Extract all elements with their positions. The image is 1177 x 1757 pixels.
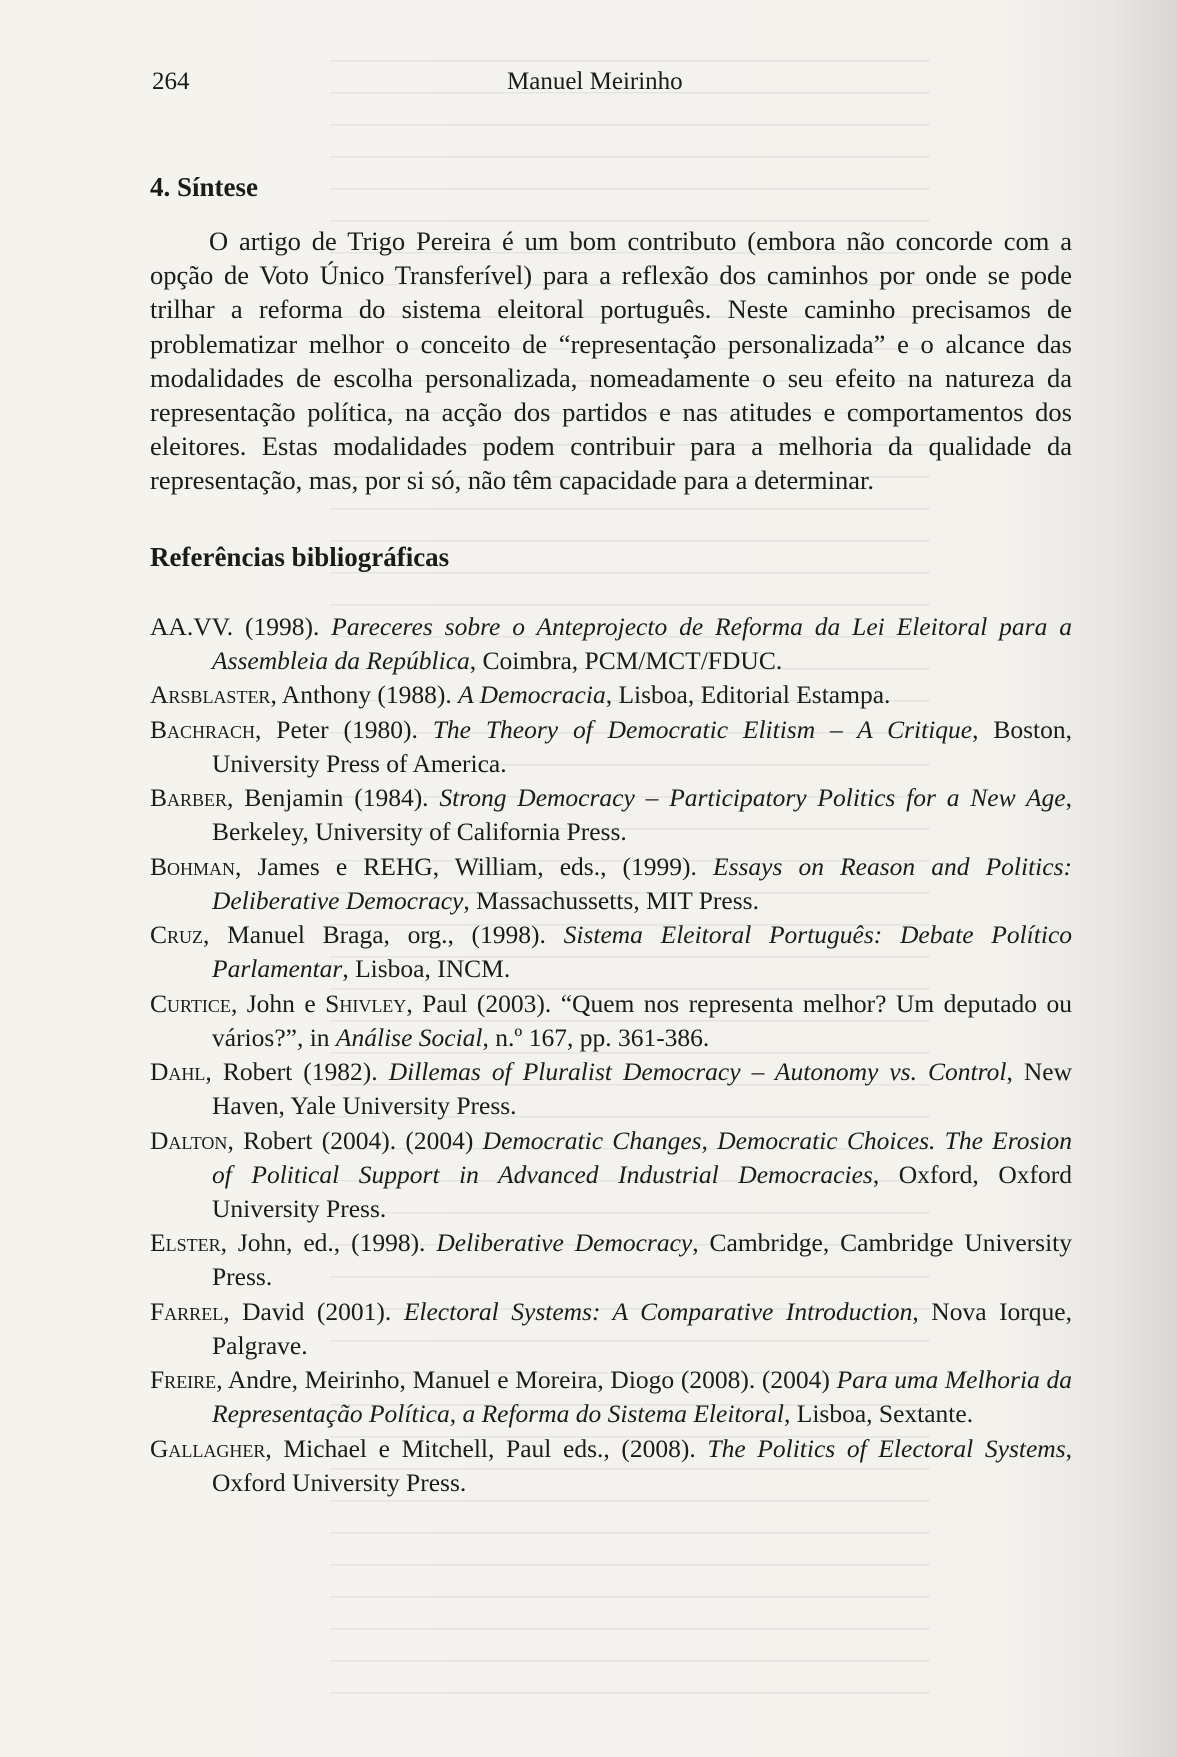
reference-item: Cruz, Manuel Braga, org., (1998). Sistema Eleitoral Português: Debate Político Parlamentar, Lisboa, INCM. <box>150 920 1073 984</box>
reference-title: Análise Social <box>335 1022 483 1052</box>
references-list <box>150 610 1072 1500</box>
reference-author: Dalton <box>150 1125 228 1155</box>
body-paragraph: O artigo de Trigo Pereira é um bom contributo (embora não concorde com a opção de Voto Único Transferível) para a reflexão dos caminhos por onde se pode trilhar a reforma do sistema eleitoral português. Neste caminho precisamos de problematizar melhor o conceito de “representação personalizada” e o alcance das modalidades de escolha personalizada, nomeadamente o seu efeito na natureza da representação política, na acção dos partidos e nas atitudes e comportamentos dos eleitores. Estas modalidades podem contribuir para a melhoria da qualidade da representação, mas, por si só, não têm capacidade para a determinar. <box>150 226 1072 496</box>
reference-author: Cruz <box>150 920 204 950</box>
reference-item: Arsblaster, Anthony (1988). A Democracia, Lisboa, Editorial Estampa. <box>150 680 891 710</box>
reference-author: AA.VV. <box>150 611 234 641</box>
references-title: Referências bibliográficas <box>150 541 450 572</box>
reference-author: Gallagher <box>150 1433 266 1463</box>
running-head <box>152 68 1072 102</box>
reference-item: Dahl, Robert (1982). Dillemas of Pluralist Democracy – Autonomy vs. Control, New Haven, Yale University Press. <box>150 1057 1073 1121</box>
reference-author: Dahl <box>150 1057 206 1087</box>
reference-title: Sistema Eleitoral Português: Debate Político Parlamentar <box>212 920 1073 984</box>
reference-author: Bachrach <box>150 714 256 744</box>
reference-item: Farrel, David (2001). Electoral Systems: A Comparative Introduction, Nova Iorque, Palgrave. <box>150 1296 1072 1360</box>
reference-title: The Theory of Democratic Elitism – A Critique <box>432 714 973 744</box>
reference-author: Bohman <box>150 851 236 881</box>
section-title: 4. Síntese <box>150 172 258 202</box>
reference-item: AA.VV. (1998). Pareceres sobre o Anteprojecto de Reforma da Lei Eleitoral para a Assembleia da República, Coimbra, PCM/MCT/FDUC. <box>150 611 1072 675</box>
reference-author: Farrel <box>150 1296 224 1326</box>
running-head-author: Manuel Meirinho <box>507 68 683 95</box>
reference-author: Freire <box>150 1365 217 1395</box>
page-content <box>150 170 1072 1500</box>
reference-author: Elster <box>150 1228 221 1258</box>
reference-author: Barber <box>150 783 228 813</box>
reference-item: Curtice, John e Shivley, Paul (2003). “Quem nos representa melhor? Um deputado ou vários?”, in Análise Social, n.º 167, pp. 361-386. <box>150 988 1072 1052</box>
reference-title: Electoral Systems: A Comparative Introduction <box>403 1296 913 1326</box>
reference-coauthor: Shivley <box>325 988 407 1018</box>
reference-title: The Politics of Electoral Systems <box>707 1433 1066 1463</box>
reference-item: Barber, Benjamin (1984). Strong Democracy – Participatory Politics for a New Age, Berkeley, University of California Press. <box>150 783 1073 847</box>
reference-item: Bachrach, Peter (1980). The Theory of Democratic Elitism – A Critique, Boston, University Press of America. <box>150 714 1072 778</box>
reference-item: Bohman, James e REHG, William, eds., (1999). Essays on Reason and Politics: Deliberative Democracy, Massachussetts, MIT Press. <box>150 851 1072 915</box>
reference-title: Para uma Melhoria da Representação Política, a Reforma do Sistema Eleitoral <box>212 1365 1072 1429</box>
reference-author: Curtice <box>150 988 231 1018</box>
reference-item: Elster, John, ed., (1998). Deliberative Democracy, Cambridge, Cambridge University Press. <box>150 1228 1072 1292</box>
reference-title: Pareceres sobre o Anteprojecto de Reforma da Lei Eleitoral para a Assembleia da República <box>212 611 1072 675</box>
reference-title: Essays on Reason and Politics: Deliberative Democracy <box>212 851 1072 915</box>
reference-title: Deliberative Democracy <box>436 1228 693 1258</box>
page-number: 264 <box>152 68 190 95</box>
reference-title: Dillemas of Pluralist Democracy – Autonomy vs. Control <box>388 1057 1007 1087</box>
reference-item: Gallagher, Michael e Mitchell, Paul eds., (2008). The Politics of Electoral Systems, Oxford University Press. <box>150 1433 1072 1497</box>
reference-title: A Democracia <box>458 680 606 710</box>
reference-item: Freire, Andre, Meirinho, Manuel e Moreira, Diogo (2008). (2004) Para uma Melhoria da Representação Política, a Reforma do Sistema Eleitoral, Lisboa, Sextante. <box>150 1365 1072 1429</box>
reference-title: Strong Democracy – Participatory Politics for a New Age <box>439 783 1066 813</box>
reference-author: Arsblaster <box>150 680 271 710</box>
reference-item: Dalton, Robert (2004). (2004) Democratic Changes, Democratic Choices. The Erosion of Political Support in Advanced Industrial Democracies, Oxford, Oxford University Press. <box>150 1125 1072 1223</box>
reference-title: Democratic Changes, Democratic Choices. The Erosion of Political Support in Advanced Industrial Democracies <box>212 1125 1072 1189</box>
